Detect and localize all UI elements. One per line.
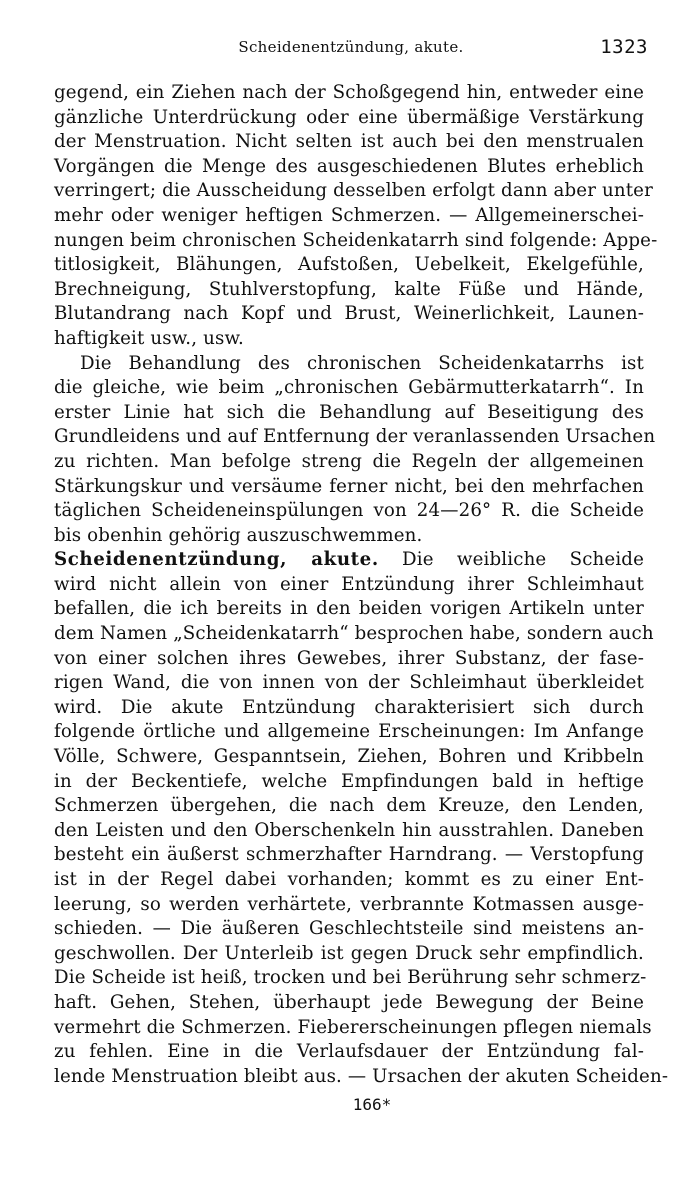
running-head — [54, 38, 648, 62]
text-line: leerung, so werden verhärtete, verbrannte Kotmassen ausge- — [54, 893, 644, 915]
text-line: Die Behandlung des chronischen Scheidenkatarrhs ist — [80, 352, 644, 374]
signature-mark: 166* — [352, 1095, 392, 1114]
text-line: erster Linie hat sich die Behandlung auf Beseitigung des — [54, 401, 644, 423]
text-line: rigen Wand, die von innen von der Schleimhaut überkleidet — [54, 672, 644, 694]
text-line: ist in der Regel dabei vorhanden; kommt es zu einer Ent- — [54, 869, 644, 890]
section-head-line — [54, 548, 644, 573]
text-line: mehr oder weniger heftigen Schmerzen. — Allgemeinerschei- — [54, 204, 644, 226]
running-title: Scheidenentzündung, akute. — [238, 38, 464, 56]
text-line: besteht ein äußerst schmerzhafter Harndrang. — Verstopfung — [54, 844, 644, 866]
page-number: 1323 — [600, 36, 648, 58]
text-line: in der Beckentiefe, welche Empfindungen bald in heftige — [54, 770, 644, 792]
text-line: haftigkeit usw., usw. — [54, 327, 244, 349]
text-line: wird nicht allein von einer Entzündung ihrer Schleimhaut — [54, 573, 644, 595]
text-line: Die Scheide ist heiß, trocken und bei Berührung sehr schmerz- — [54, 967, 647, 989]
text-line: zu fehlen. Eine in die Verlaufsdauer der Entzündung fal- — [54, 1041, 644, 1063]
section-head: Scheidenentzündung, akute. — [54, 549, 379, 571]
section-head-rest: Die weibliche Scheide — [378, 549, 644, 571]
text-line: lende Menstruation bleibt aus. — Ursachen der akuten Scheiden- — [54, 1065, 669, 1087]
text-line: täglichen Scheideneinspülungen von 24—26° R. die Scheide — [54, 500, 644, 522]
text-line: wird. Die akute Entzündung charakterisiert sich durch — [54, 696, 644, 718]
text-line: zu richten. Man befolge streng die Regeln der allgemeinen — [54, 450, 644, 472]
text-line: Blutandrang nach Kopf und Brust, Weinerlichkeit, Launen- — [54, 303, 644, 325]
text-line: titlosigkeit, Blähungen, Aufstoßen, Uebelkeit, Ekelgefühle, — [54, 254, 644, 276]
text-line: folgende örtliche und allgemeine Erscheinungen: Im Anfange — [54, 721, 644, 743]
text-line: der Menstruation. Nicht selten ist auch bei den menstrualen — [54, 131, 644, 153]
text-line: gänzliche Unterdrückung oder eine übermäßige Verstärkung — [54, 106, 644, 128]
text-line: Grundleidens und auf Entfernung der veranlassenden Ursachen — [54, 426, 656, 448]
text-line: schieden. — Die äußeren Geschlechtsteile sind meistens an- — [54, 918, 644, 940]
text-line: nungen beim chronischen Scheidenkatarrh sind folgende: Appe- — [54, 229, 658, 251]
text-line: dem Namen „Scheidenkatarrh“ besprochen habe, sondern auch — [54, 623, 654, 645]
text-line: die gleiche, wie beim „chronischen Gebärmutterkatarrh“. In — [54, 377, 644, 399]
text-line: gegend, ein Ziehen nach der Schoßgegend hin, entweder eine — [54, 82, 644, 103]
text-line: Völle, Schwere, Gespanntsein, Ziehen, Bohren und Kribbeln — [54, 746, 644, 768]
text-line: Schmerzen übergehen, die nach dem Kreuze, den Lenden, — [54, 795, 644, 817]
text-line: geschwollen. Der Unterleib ist gegen Druck sehr empfindlich. — [54, 942, 644, 964]
body-text — [54, 81, 669, 1089]
text-line: haft. Gehen, Stehen, überhaupt jede Bewegung der Beine — [54, 991, 644, 1013]
text-line: befallen, die ich bereits in den beiden vorigen Artikeln unter — [54, 598, 644, 620]
text-line: verringert; die Ausscheidung desselben erfolgt dann aber unter — [54, 180, 653, 202]
text-line: den Leisten und den Oberschenkeln hin ausstrahlen. Daneben — [54, 819, 644, 841]
text-line: von einer solchen ihres Gewebes, ihrer Substanz, der fase- — [54, 647, 644, 669]
text-line: vermehrt die Schmerzen. Fiebererscheinungen pflegen niemals — [54, 1016, 652, 1038]
text-line: Vorgängen die Menge des ausgeschiedenen Blutes erheblich — [54, 155, 644, 177]
text-line: bis obenhin gehörig auszuschwemmen. — [54, 524, 423, 546]
text-line: Brechneigung, Stuhlverstopfung, kalte Füße und Hände, — [54, 278, 644, 300]
text-line: Stärkungskur und versäume ferner nicht, bei den mehrfachen — [54, 475, 644, 497]
